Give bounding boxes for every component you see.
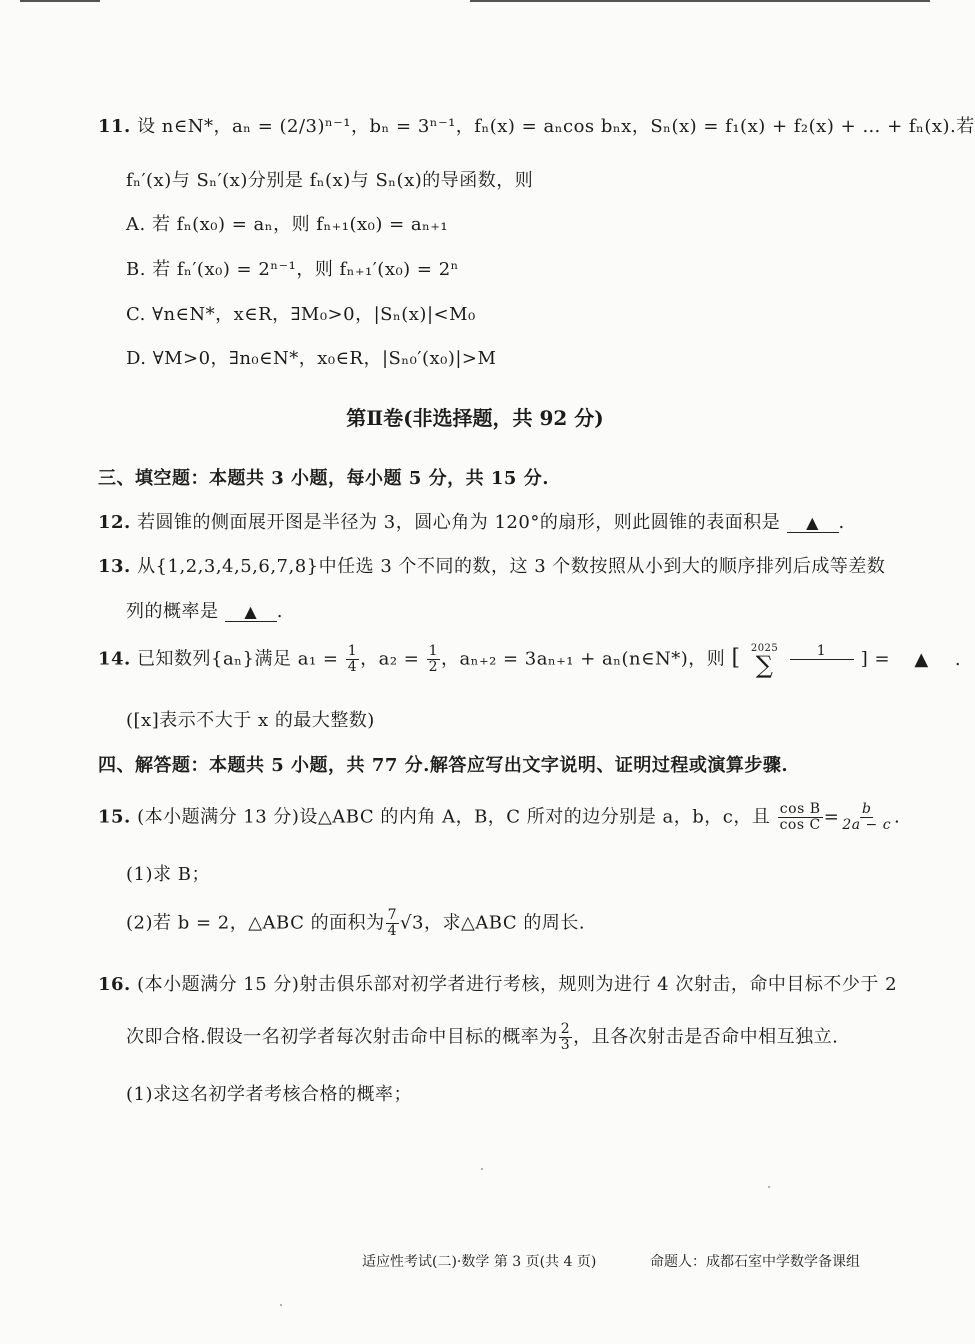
q14-text-b: ，a₂ = (360, 648, 420, 670)
q16-line2 (126, 1022, 838, 1053)
q13-line2 (126, 597, 283, 623)
q14-end: . (954, 648, 962, 670)
q14-a1-den: 4 (347, 659, 358, 675)
q14-sum-frac-num: 1 (790, 644, 854, 660)
q14-text-a: 已知数列{aₙ}满足 a₁ = (137, 648, 339, 670)
q15-end: . (894, 806, 901, 828)
q15-eq: = (823, 806, 840, 828)
scan-speck (481, 1168, 483, 1170)
q15-frac1-num: cos B (779, 801, 821, 817)
q16-line1 (98, 970, 897, 996)
q14-sum-top: 2025 (750, 643, 779, 654)
q14-sum-symbol: ∑ (755, 651, 774, 679)
q15-area-fraction (386, 908, 399, 939)
q11-stem-line2: fₙ′(x)与 Sₙ′(x)分别是 fₙ(x)与 Sₙ(x)的导函数，则 (126, 170, 534, 191)
q15-area-den: 4 (387, 923, 398, 939)
q15-area-num: 7 (387, 907, 398, 923)
q11-option-a: A. 若 fₙ(x₀) = aₙ，则 fₙ₊₁(x₀) = aₙ₊₁ (126, 214, 449, 235)
q13-text-2: 列的概率是 (126, 601, 219, 622)
scan-speck (280, 1304, 282, 1306)
q14-bracket-close: ] = (860, 648, 891, 670)
q13-text: 从{1,2,3,4,5,6,7,8}中任选 3 个不同的数，这 3 个数按照从小到大的顺序排列后成等差数 (137, 556, 886, 577)
footer-author: 命题人：成都石室中学数学备课组 (650, 1254, 860, 1270)
q11-number: 11. (98, 116, 131, 137)
q16-text-2a: 次即合格.假设一名初学者每次射击命中目标的概率为 (126, 1026, 558, 1048)
footer-page-info: 适应性考试(二)·数学 第 3 页(共 4 页) (362, 1254, 597, 1270)
q11-stem-text: 设 n∈N*，aₙ = (2/3)ⁿ⁻¹，bₙ = 3ⁿ⁻¹，fₙ(x) = aₙcos bₙx，Sₙ(x) = f₁(x) + f₂(x) + … + fₙ(x).若 (137, 116, 975, 137)
q14-a2-den: 2 (428, 659, 439, 675)
q14-a1-fraction (346, 644, 359, 675)
q15-frac1-den: cos C (779, 817, 821, 833)
q12 (98, 508, 845, 534)
q15-part2 (126, 908, 585, 939)
scan-speck (768, 1186, 770, 1188)
q11-option-d: D. ∀M>0，∃n₀∈N*，x₀∈R，|Sₙ₀′(x₀)|>M (126, 348, 497, 369)
section-2-title: 第Ⅱ卷(非选择题，共 92 分) (346, 406, 604, 430)
part3-heading: 三、填空题：本题共 3 小题，每小题 5 分，共 15 分. (98, 468, 549, 489)
q11-stem-line1 (98, 112, 975, 138)
q15-fraction-cos (778, 802, 823, 833)
q11-option-c: C. ∀n∈N*，x∈R，∃M₀>0，|Sₙ(x)|<M₀ (126, 304, 476, 325)
q11-option-b: B. 若 fₙ′(x₀) = 2ⁿ⁻¹，则 fₙ₊₁′(x₀) = 2ⁿ (126, 259, 459, 280)
q15-number: 15. (98, 806, 131, 828)
q13-end: . (276, 601, 283, 622)
q15-part2-text-b: √3，求△ABC 的周长. (400, 912, 586, 934)
q16-number: 16. (98, 974, 131, 995)
q14-note: ([x]表示不大于 x 的最大整数) (126, 710, 375, 731)
answer-blank: ▲ (787, 514, 839, 533)
q14-number: 14. (98, 648, 131, 670)
q14-a2-num: 1 (428, 643, 439, 659)
q15-stem (98, 802, 900, 833)
q12-number: 12. (98, 512, 131, 533)
answer-blank: ▲ (225, 603, 277, 622)
answer-blank: ▲ (914, 648, 929, 670)
q15-part1: (1)求 B； (126, 864, 210, 885)
q15-frac2-den: 2a − c (842, 817, 892, 833)
q16-text: (本小题满分 15 分)射击俱乐部对初学者进行考核，规则为进行 4 次射击，命中目标不少于 2 (137, 974, 898, 995)
top-rule-left (20, 0, 100, 2)
q15-part2-text-a: (2)若 b = 2，△ABC 的面积为 (126, 912, 385, 934)
q15-text: (本小题满分 13 分)设△ABC 的内角 A，B，C 所对的边分别是 a，b，c，且 (137, 806, 771, 828)
part4-heading: 四、解答题：本题共 5 小题，共 77 分.解答应写出文字说明、证明过程或演算步骤. (98, 755, 789, 776)
q14-sum-frac-den (817, 660, 826, 675)
q16-prob-den: 3 (560, 1037, 571, 1053)
q12-text: 若圆锥的侧面展开图是半径为 3，圆心角为 120°的扇形，则此圆锥的表面积是 (137, 512, 781, 533)
q16-part1: (1)求这名初学者考核合格的概率； (126, 1084, 412, 1105)
q13-line1 (98, 552, 885, 578)
q14-bracket-open: [ (731, 645, 741, 671)
q15-frac2-num: b (861, 801, 872, 817)
q14-sum (750, 643, 779, 679)
q14-a1-num: 1 (347, 643, 358, 659)
q16-probability-fraction (559, 1022, 572, 1053)
q16-prob-num: 2 (560, 1021, 571, 1037)
q16-text-2b: ，且各次射击是否命中相互独立. (573, 1026, 839, 1048)
q12-end: . (838, 512, 845, 533)
q13-number: 13. (98, 556, 131, 577)
q14-line1 (98, 643, 962, 679)
q14-a2-fraction (427, 644, 440, 675)
top-rule-right (470, 0, 930, 2)
q14-text-c: ，aₙ₊₂ = 3aₙ₊₁ + aₙ(n∈N*)，则 (441, 648, 726, 670)
q15-fraction-b (840, 802, 893, 833)
q14-sum-fraction (790, 644, 854, 675)
